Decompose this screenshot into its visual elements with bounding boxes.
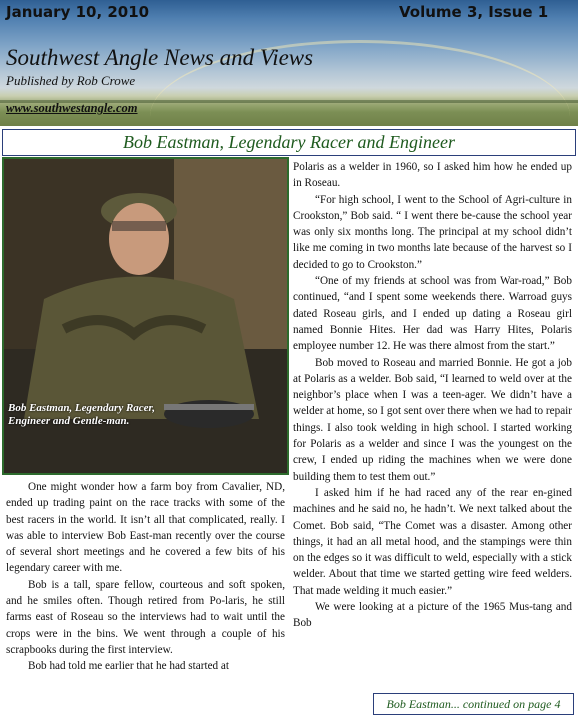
paragraph: I asked him if he had raced any of the rear en-gined machines and he said no, he hadn’t. We next talked about the Comet. Bob said, “The Comet was a disaster. Among other things, it had an all metal hood, and the stampings were thin on the edges so it was difficult to weld, especially with a stick welder. About that time we started getting wire feed welders. That made welding it much easier.”: [293, 486, 572, 597]
paragraph: Bob moved to Roseau and married Bonnie. He got a job at Polaris as a welder. Bob said, “I learned to weld over at the neighbor’s place when I was a teen-ager. We didn’t have a welder at home, so I got sent over there when we had to repair things. I also took welding in high school. I started working for Polaris as a welder and since I was the youngest on the crew, I ended up riding the machines when we were done building them to test them out.”: [293, 356, 572, 483]
article-column-left: [6, 479, 285, 675]
publisher-line: Published by Rob Crowe: [6, 73, 136, 88]
paragraph: Polaris as a welder in 1960, so I asked him how he ended up in Roseau.: [293, 161, 572, 190]
paragraph: We were looking at a picture of the 1965 Mus-tang and Bob: [293, 601, 572, 630]
paragraph: Bob is a tall, spare fellow, courteous and soft spoken, and he smiles often. Though retired from Po-laris, he still farms east of Roseau so the interviews had to wait until the crops were in the bins. We went through a couple of his scrapbooks during the first interview.: [6, 578, 285, 656]
paragraph: One might wonder how a farm boy from Cavalier, ND, ended up trading paint on the race tracks with some of the best racers in the world. It isn’t all that complicated, really. I was able to interview Bob East-man recently over the course of several short meetings and he covered a few bits of his legendary career with me.: [6, 481, 285, 575]
continued-notice: Bob Eastman... continued on page 4: [373, 693, 574, 715]
article-column-right: [293, 159, 572, 632]
article-headline: Bob Eastman, Legendary Racer and Engineer: [2, 129, 576, 156]
paragraph: “One of my friends at school was from War-road,” Bob continued, “and I spent some weekends there. Warroad guys dated Roseau girls, and I ended up dating a Roseau girl named Bonnie Hites. Her dad was Harry Hites, Polaris employee number 12. He was there almost from the start.”: [293, 275, 572, 353]
issue-date: January 10, 2010: [6, 3, 150, 21]
website-link[interactable]: www.southwestangle.com: [6, 101, 138, 115]
paragraph: “For high school, I went to the School of Agri-culture in Crookston,” Bob said. “ I went there be-cause the school year was only six months long. The principal at my school didn’t like me coming in two months late because of the harvest so I decided to go to Crookston.”: [293, 193, 572, 271]
issue-volume: Volume 3, Issue 1: [399, 3, 549, 21]
masthead-banner: [0, 0, 578, 126]
newsletter-title: Southwest Angle News and Views: [6, 45, 314, 70]
article-photo: [2, 157, 289, 475]
photo-caption: Bob Eastman, Legendary Racer, Engineer and Gentle-man.: [8, 402, 155, 427]
paragraph: Bob had told me earlier that he had started at: [28, 660, 229, 673]
